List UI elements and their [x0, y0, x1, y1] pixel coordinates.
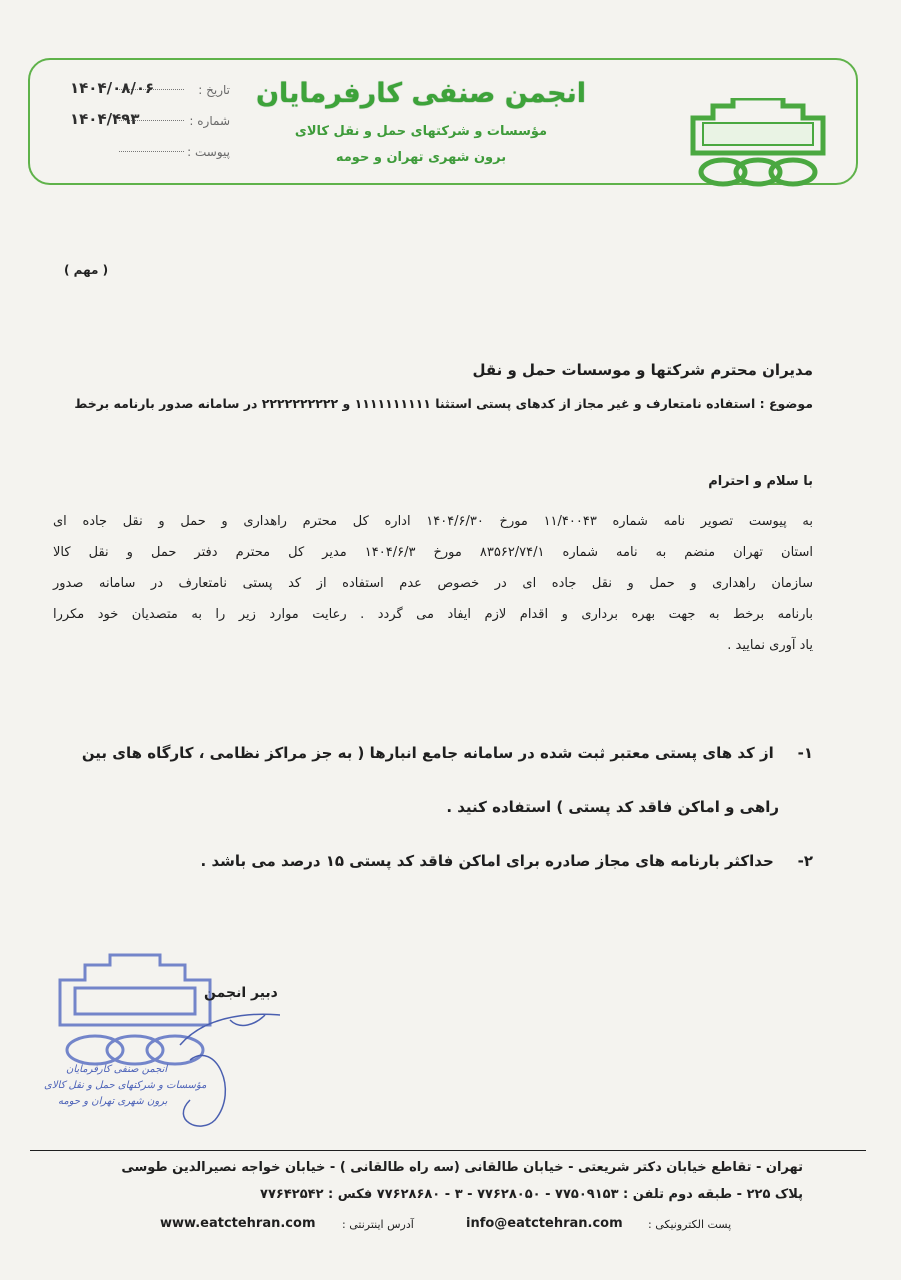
email-label: پست الکترونیکی : — [648, 1218, 732, 1231]
stamp-text: مؤسسات و شرکتهای حمل و نقل کالای — [44, 1080, 207, 1091]
website-label: آدرس اینترنتی : — [342, 1218, 414, 1231]
item-number: ۱- — [797, 744, 813, 762]
body-paragraph — [53, 506, 813, 661]
stamp-icon — [40, 950, 280, 1150]
date-value: ۱۴۰۴/۰۸/۰۶ — [70, 79, 155, 97]
list-item-1 — [33, 744, 813, 762]
number-value: ۱۴۰۴/۴۹۳ — [70, 110, 140, 128]
recipient: مدیران محترم شرکتها و موسسات حمل و نقل — [472, 361, 813, 379]
date-label: تاریخ : — [198, 83, 230, 97]
subject: موضوع : استفاده نامتعارف و غیر مجاز از کدهای پستی استثنا ۱۱۱۱۱۱۱۱۱۱ و ۲۲۲۲۲۲۲۲۲۲ در سامانه صدور بارنامه برخط — [74, 396, 813, 411]
signature-title: دبیر انجمن — [204, 985, 278, 1001]
association-subtitle: مؤسسات و شرکتهای حمل و نقل کالای — [294, 124, 548, 139]
item-number: ۲- — [797, 852, 813, 870]
item-text: از کد های پستی معتبر ثبت شده در سامانه جامع انبارها ( به جز مراکز نظامی ، کارگاه های بین — [81, 744, 774, 762]
paragraph-line: استان تهران منضم به نامه شماره ۸۳۵۶۲/۷۴/۱ مورخ ۱۴۰۴/۶/۳ مدیر کل محترم دفتر حمل و نقل کالا — [53, 545, 813, 560]
paragraph-line: سازمان راهداری و حمل و نقل جاده ای در خصوص عدم استفاده از کد پستی نامتعارف در سامانه صدور — [53, 576, 813, 591]
association-title: انجمن صنفی کارفرمایان — [256, 78, 586, 109]
paragraph-line: بارنامه برخط به جهت بهره برداری و اقدام لازم ایفاد می گردد . رعایت موارد زیر را به متصدیان خود مکررا — [53, 607, 813, 622]
footer-phones: پلاک ۲۲۵ - طبقه دوم تلفن : ۷۷۵۰۹۱۵۳ - ۷۷۶۲۸۰۵۰ - ۳ - ۷۷۶۲۸۶۸۰ فکس : ۷۷۶۴۲۵۴۲ — [260, 1187, 803, 1202]
stamp-text: انجمن صنفی کارفرمایان — [66, 1064, 168, 1075]
stamp-text: برون شهری تهران و حومه — [58, 1096, 168, 1107]
attachment-label: پیوست : — [187, 145, 230, 159]
important-mark: ( مهم ) — [64, 263, 109, 277]
list-item-1-continuation: راهی و اماکن فاقد کد پستی ) استفاده کنید . — [446, 798, 779, 816]
email-link[interactable]: info@eatctehran.com — [466, 1216, 623, 1231]
item-text: حداکثر بارنامه های مجاز صادره برای اماکن فاقد کد پستی ۱۵ درصد می باشد . — [200, 852, 774, 870]
attachment-dots — [119, 151, 184, 152]
attachment-row — [70, 145, 230, 163]
association-region: برون شهری تهران و حومه — [335, 150, 507, 165]
website-link[interactable]: www.eatctehran.com — [160, 1216, 316, 1231]
greeting: با سلام و احترام — [708, 474, 813, 489]
paragraph-line: به پیوست تصویر نامه شماره ۱۱/۴۰۰۴۳ مورخ ۱۴۰۴/۶/۳۰ اداره کل محترم راهداری و حمل و نقل جاده ای — [53, 514, 813, 529]
number-row — [70, 110, 230, 132]
list-item-2 — [33, 852, 813, 870]
footer-divider — [30, 1150, 866, 1151]
paragraph-line: یاد آوری نمایید . — [727, 638, 813, 653]
date-row — [70, 79, 230, 101]
footer-address: تهران - تقاطع خیابان دکتر شریعتی - خیابان طالقانی (سه راه طالقانی ) - خیابان خواجه نصیرالدین طوسی — [121, 1160, 803, 1175]
number-label: شماره : — [189, 114, 230, 128]
association-logo-icon — [683, 98, 833, 190]
